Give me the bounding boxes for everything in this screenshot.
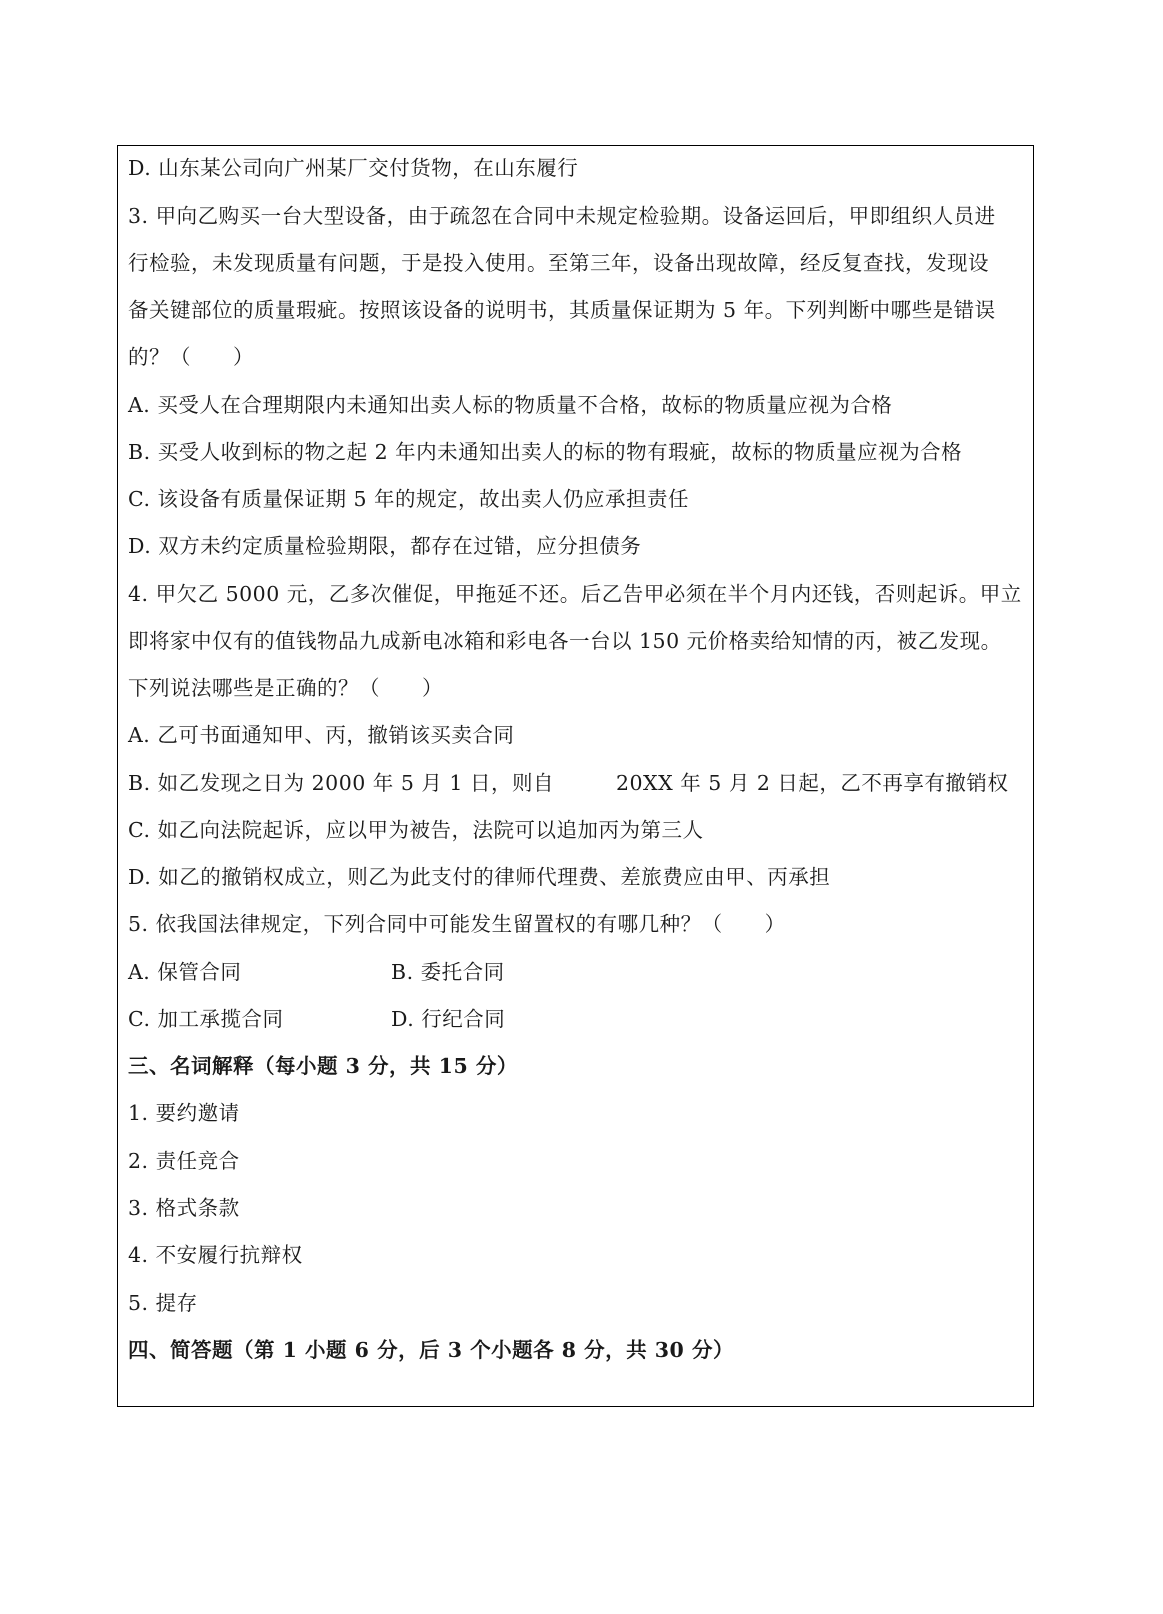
q4-option-b: [128, 768, 1008, 798]
q4-stem-line-2: 即将家中仅有的值钱物品九成新电冰箱和彩电各一台以 150 元价格卖给知情的丙，被乙发现。: [128, 629, 1002, 653]
q3-option-a: A. 买受人在合理期限内未通知出卖人标的物质量不合格，故标的物质量应视为合格: [128, 393, 893, 417]
q5-option-c: C. 加工承揽合同: [128, 1007, 284, 1031]
q5-stem: 5. 依我国法律规定，下列合同中可能发生留置权的有哪几种？（ ）: [128, 912, 786, 936]
q3-option-b: B. 买受人收到标的物之起 2 年内未通知出卖人的标的物有瑕疵，故标的物质量应视为合格: [128, 440, 963, 464]
q5-option-b: B. 委托合同: [391, 960, 505, 984]
term-item: 4. 不安履行抗辩权: [128, 1243, 303, 1267]
q4-stem-line-1: 4. 甲欠乙 5000 元，乙多次催促，甲拖延不还。后乙告甲必须在半个月内还钱，否则起诉。甲立: [128, 582, 1022, 606]
q3-option-d: D. 双方未约定质量检验期限，都存在过错，应分担债务: [128, 534, 642, 558]
term-item: 5. 提存: [128, 1291, 198, 1315]
q3-stem-line-2: 行检验，未发现质量有问题，于是投入使用。至第三年，设备出现故障，经反复查找，发现设: [128, 251, 989, 275]
section-3-heading: 三、名词解释（每小题 3 分，共 15 分）: [128, 1054, 518, 1078]
q2-option-d: D. 山东某公司向广州某厂交付货物，在山东履行: [128, 156, 579, 180]
q5-options-row-2: [128, 1004, 1033, 1034]
q4-option-c: C. 如乙向法院起诉，应以甲为被告，法院可以追加丙为第三人: [128, 818, 704, 842]
q4-option-b-part-2: 20XX 年 5 月 2 日起，乙不再享有撤销权: [615, 771, 1009, 795]
q5-option-a: A. 保管合同: [128, 960, 242, 984]
q5-options-row-1: [128, 957, 1033, 987]
q4-option-b-part-1: B. 如乙发现之日为 2000 年 5 月 1 日，则自: [128, 771, 554, 795]
q3-stem-line-1: 3. 甲向乙购买一台大型设备，由于疏忽在合同中未规定检验期。设备运回后，甲即组织人员进: [128, 204, 996, 228]
term-item: 2. 责任竞合: [128, 1149, 240, 1173]
q4-stem-line-3: 下列说法哪些是正确的？（ ）: [128, 676, 443, 700]
q4-option-a: A. 乙可书面通知甲、丙，撤销该买卖合同: [128, 723, 515, 747]
q3-stem-line-4: 的？（ ）: [128, 345, 254, 369]
term-item: 1. 要约邀请: [128, 1101, 240, 1125]
q5-option-d: D. 行纪合同: [391, 1007, 506, 1031]
q4-option-d: D. 如乙的撤销权成立，则乙为此支付的律师代理费、差旅费应由甲、丙承担: [128, 865, 831, 889]
q3-stem-line-3: 备关键部位的质量瑕疵。按照该设备的说明书，其质量保证期为 5 年。下列判断中哪些是错误: [128, 298, 996, 322]
term-item: 3. 格式条款: [128, 1196, 240, 1220]
q3-option-c: C. 该设备有质量保证期 5 年的规定，故出卖人仍应承担责任: [128, 487, 690, 511]
section-4-heading: 四、简答题（第 1 小题 6 分，后 3 个小题各 8 分，共 30 分）: [128, 1338, 734, 1362]
